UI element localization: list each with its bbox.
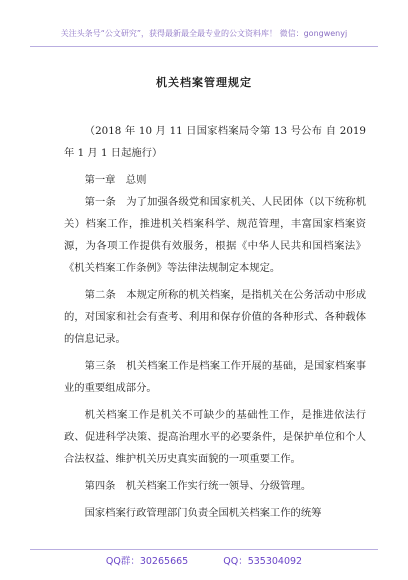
chapter-heading: 第一章 总则 <box>84 174 147 186</box>
article-paragraph: 国家档案行政管理部门负责全国机关档案工作的统筹 <box>84 507 322 519</box>
promulgation-note: （2018 年 10 月 11 日国家档案局令第 13 号公布 自 2019 年 1 月 1 日起施行） <box>64 125 366 159</box>
qq-number: QQ：535304092 <box>223 556 303 567</box>
qq-group-number: QQ群：30265665 <box>105 556 189 567</box>
article-paragraph: 第一条 为了加强各级党和国家机关、人民团体（以下统称机关）档案工作，推进机关档案科学、规范管理，丰富国家档案资源，为各项工作提供有效服务，根据《中华人民共和国档案法》《机关档案工作条例》等法律法规制定本规定。 <box>64 196 366 274</box>
page-header: 关注头条号“公文研究”，获得最新最全最专业的公文资料库！ 微信：gongwenyj <box>60 29 348 38</box>
document-body <box>64 120 366 529</box>
article-paragraph: 第三条 机关档案工作是档案工作开展的基础，是国家档案事业的重要组成部分。 <box>64 360 366 394</box>
footer-divider <box>30 549 378 550</box>
header-divider <box>30 46 378 47</box>
page-footer <box>0 553 408 567</box>
article-paragraph: 第四条 机关档案工作实行统一领导、分级管理。 <box>84 480 312 492</box>
article-paragraph: 机关档案工作是机关不可缺少的基础性工作，是推进依法行政、促进科学决策、提高治理水平的必要条件，是保护单位和个人合法权益、维护机关历史真实面貌的一项重要工作。 <box>64 409 366 465</box>
article-paragraph: 第二条 本规定所称的机关档案，是指机关在公务活动中形成的，对国家和社会有查考、利用和保存价值的各种形式、各种载体的信息记录。 <box>64 289 366 345</box>
document-title: 机关档案管理规定 <box>156 76 252 89</box>
